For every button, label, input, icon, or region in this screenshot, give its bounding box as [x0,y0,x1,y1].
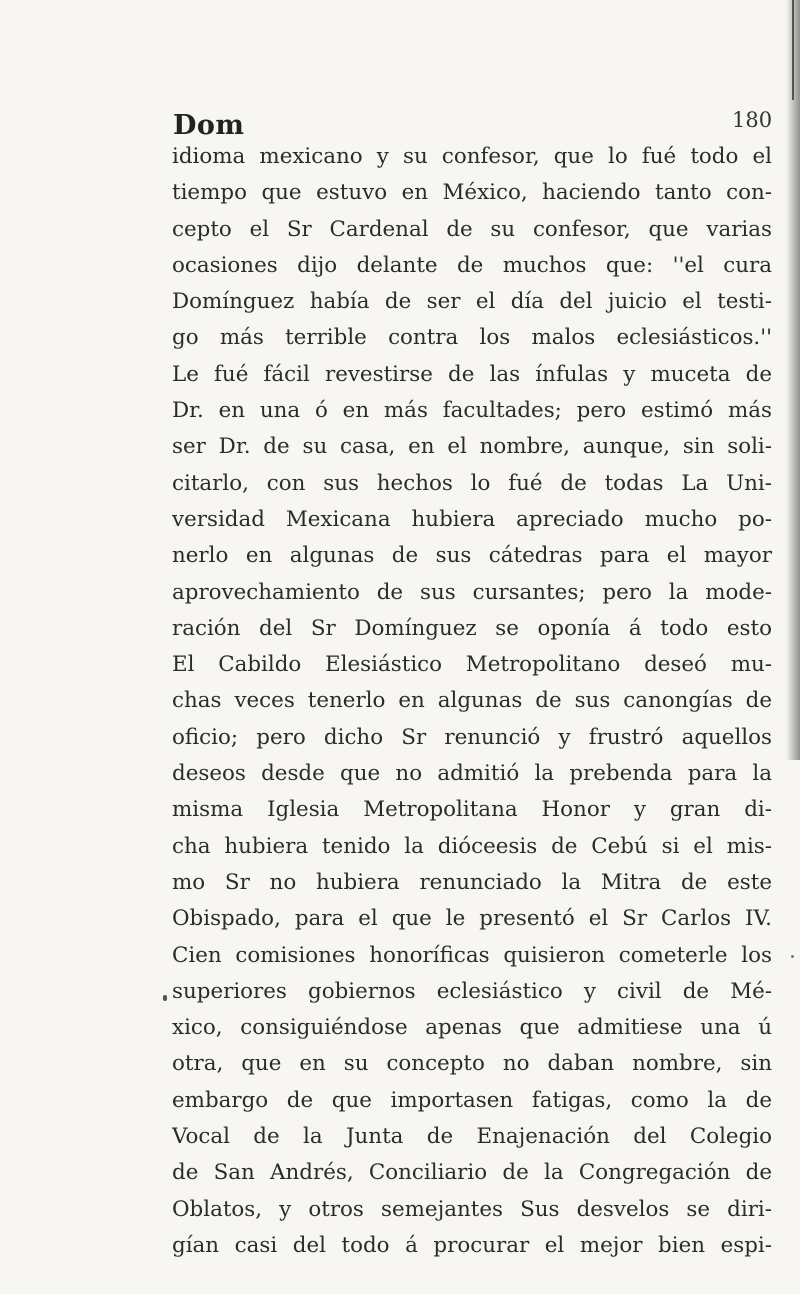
text-line: aprovechamiento de sus cursantes; pero la mode- [172,579,772,605]
text-line: superiores gobiernos eclesiástico y civil de Mé- [172,978,772,1004]
text-line: cha hubiera tenido la dióceesis de Cebú si el mis- [172,833,772,859]
text-line: ración del Sr Domínguez se oponía á todo esto [172,615,772,641]
body-text [172,139,772,1264]
page-edge-line [792,0,794,100]
ink-speck [791,955,794,958]
text-line: cepto el Sr Cardenal de su confesor, que varias [172,216,772,242]
text-line: Le fué fácil revestirse de las ínfulas y muceta de [172,361,772,387]
text-line: Cien comisiones honoríficas quisieron cometerle los [172,942,772,968]
text-line: Oblatos, y otros semejantes Sus desvelos se diri- [172,1196,772,1222]
page-number: 180 [732,108,773,132]
text-line: El Cabildo Elesiástico Metropolitano deseó mu- [172,652,772,678]
text-line: Vocal de la Junta de Enajenación del Colegio [172,1124,772,1150]
text-line: versidad Mexicana hubiera apreciado mucho po- [172,506,772,532]
text-line: chas veces tenerlo en algunas de sus canongías de [172,688,772,714]
text-line: Obispado, para el que le presentó el Sr Carlos IV. [172,906,772,932]
text-line: embargo de que importasen fatigas, como la de [172,1087,772,1113]
text-line: idioma mexicano y su confesor, que lo fué todo el [172,144,772,169]
text-line: oficio; pero dicho Sr renunció y frustró aquellos [172,724,772,750]
text-line: xico, consiguiéndose apenas que admitiese una ú [172,1015,772,1041]
text-line: go más terrible contra los malos eclesiásticos.'' [172,325,772,351]
text-line: deseos desde que no admitió la prebenda para la [172,761,772,787]
text-line: gían casi del todo á procurar el mejor bien espi- [172,1232,772,1258]
text-line: Domínguez había de ser el día del juicio el testi- [172,289,772,315]
text-line: de San Andrés, Conciliario de la Congregación de [172,1160,772,1186]
text-line: ser Dr. de su casa, en el nombre, aunque, sin soli- [172,434,772,460]
text-line: nerlo en algunas de sus cátedras para el mayor [172,543,772,569]
text-line: ocasiones dijo delante de muchos que: ''el cura [172,252,772,278]
text-line: tiempo que estuvo en México, haciendo tanto con- [172,180,772,206]
text-line: Dr. en una ó en más facultades; pero estimó más [172,398,772,424]
page-edge-shadow [786,0,800,760]
ink-speck [163,995,167,1001]
text-line: citarlo, con sus hechos lo fué de todas La Uni- [172,470,772,496]
text-line: mo Sr no hubiera renunciado la Mitra de este [172,869,772,895]
running-head: Dom [173,110,245,141]
text-line: misma Iglesia Metropolitana Honor y gran di- [172,797,772,823]
text-line: otra, que en su concepto no daban nombre, sin [172,1051,772,1077]
